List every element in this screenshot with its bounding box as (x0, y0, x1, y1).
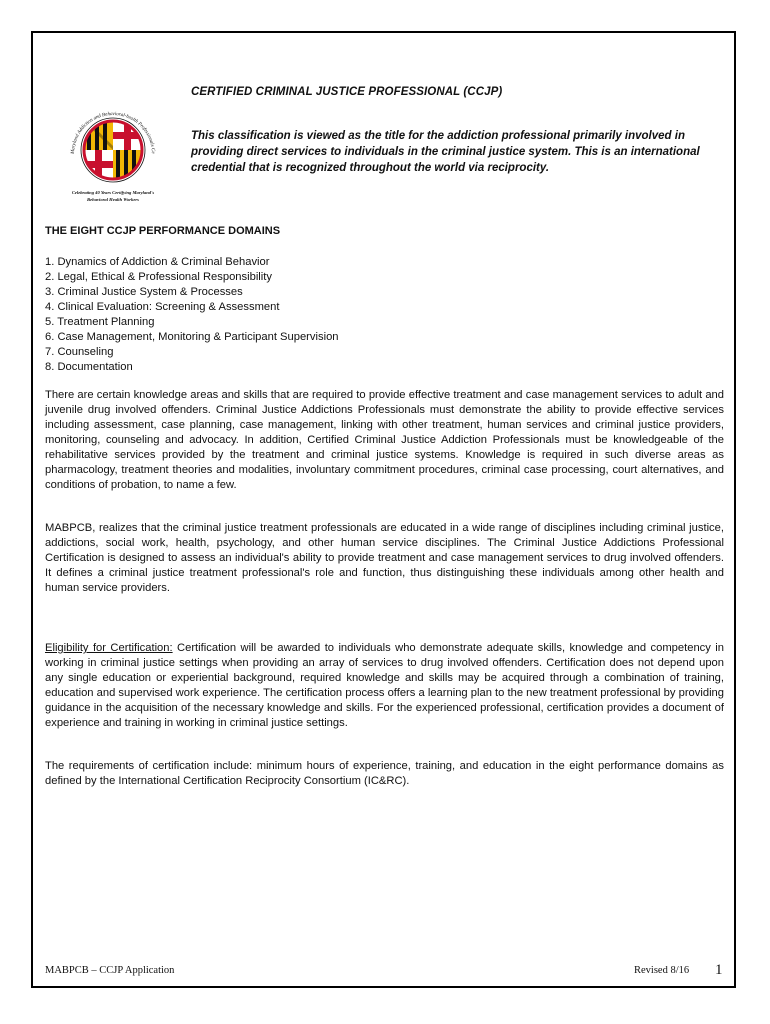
intro-text: This classification is viewed as the title for the addiction professional primarily involved in providing direct services to individuals in the criminal justice system. This is an international credential that is recognized throughout the world via reciprocity. (191, 130, 700, 174)
list-item: 4. Clinical Evaluation: Screening & Assessment (45, 301, 280, 313)
page-title: CERTIFIED CRIMINAL JUSTICE PROFESSIONAL (CCJP) (191, 86, 503, 98)
maryland-flag-seal-icon (58, 98, 168, 206)
domains-heading: THE EIGHT CCJP PERFORMANCE DOMAINS (45, 225, 281, 237)
knowledge-paragraph: There are certain knowledge areas and skills that are required to provide effective treatment and case management services to adult and juvenile drug involved offenders. Criminal Justice Addictions Professionals must demonstrate the ability to provide effective services including assessment, case planning, case management, linking with other treatment, human services and criminal justice providers, monitoring, counseling and advocacy. In addition, Certified Criminal Justice Addiction Professionals must be knowledgeable of the rehabilitative services provided by the treatment and criminal justice systems. Knowledge is required in such diverse areas as pharmacology, treatment theories and modalities, involuntary commitment procedures, criminal case processing, court alternatives, and conditions of probation, to name a few. (45, 389, 724, 491)
eligibility-label: Eligibility for Certification: (45, 642, 173, 654)
logo (58, 98, 168, 206)
logo-tagline-1: Celebrating 40 Years Certifying Maryland's (71, 190, 155, 195)
list-item: 2. Legal, Ethical & Professional Responsibility (45, 271, 272, 283)
logo-ring-text: Maryland Addiction and Behavioral-health Professionals Ce (70, 111, 156, 155)
list-item: 1. Dynamics of Addiction & Criminal Behavior (45, 256, 270, 268)
footer-left: MABPCB – CCJP Application (45, 965, 175, 976)
list-item: 5. Treatment Planning (45, 316, 155, 328)
mabpcb-paragraph: MABPCB, realizes that the criminal justice treatment professionals are educated in a wide range of disciplines including criminal justice, addictions, social work, health, psychology, and other human service disciplines. The Criminal Justice Addictions Professional Certification is designed to assess an individual's ability to provide treatment and case management services to drug involved offenders. It defines a criminal justice treatment professional's role and function, thus distinguishing these individuals among other health and human service providers. (45, 522, 724, 594)
domains-list (45, 255, 339, 375)
page-number: 1 (715, 962, 723, 978)
footer-revised: Revised 8/16 (634, 965, 690, 976)
logo-tagline-2: Behavioral Health Workers (87, 197, 139, 202)
list-item: 3. Criminal Justice System & Processes (45, 286, 243, 298)
list-item: 6. Case Management, Monitoring & Participant Supervision (45, 331, 339, 343)
eligibility-paragraph (45, 641, 724, 731)
list-item: 8. Documentation (45, 361, 133, 373)
requirements-paragraph: The requirements of certification include: minimum hours of experience, training, and education in the eight performance domains as defined by the International Certification Reciprocity Consortium (IC&RC). (45, 760, 724, 787)
eligibility-text: Certification will be awarded to individuals who demonstrate adequate skills, knowledge and competency in working in criminal justice settings when providing an array of services to drug involved offenders. Certification does not depend upon any single education or experiential background, required knowledge and skills may be acquired through a combination of training, education and supervised work experience. The certification process offers a learning plan to the new treatment professional by providing guidance in the acquisition of the necessary knowledge and skills. For the experienced professional, certification provides a document of experience and training in working in criminal justice settings. (45, 642, 724, 729)
list-item: 7. Counseling (45, 346, 114, 358)
